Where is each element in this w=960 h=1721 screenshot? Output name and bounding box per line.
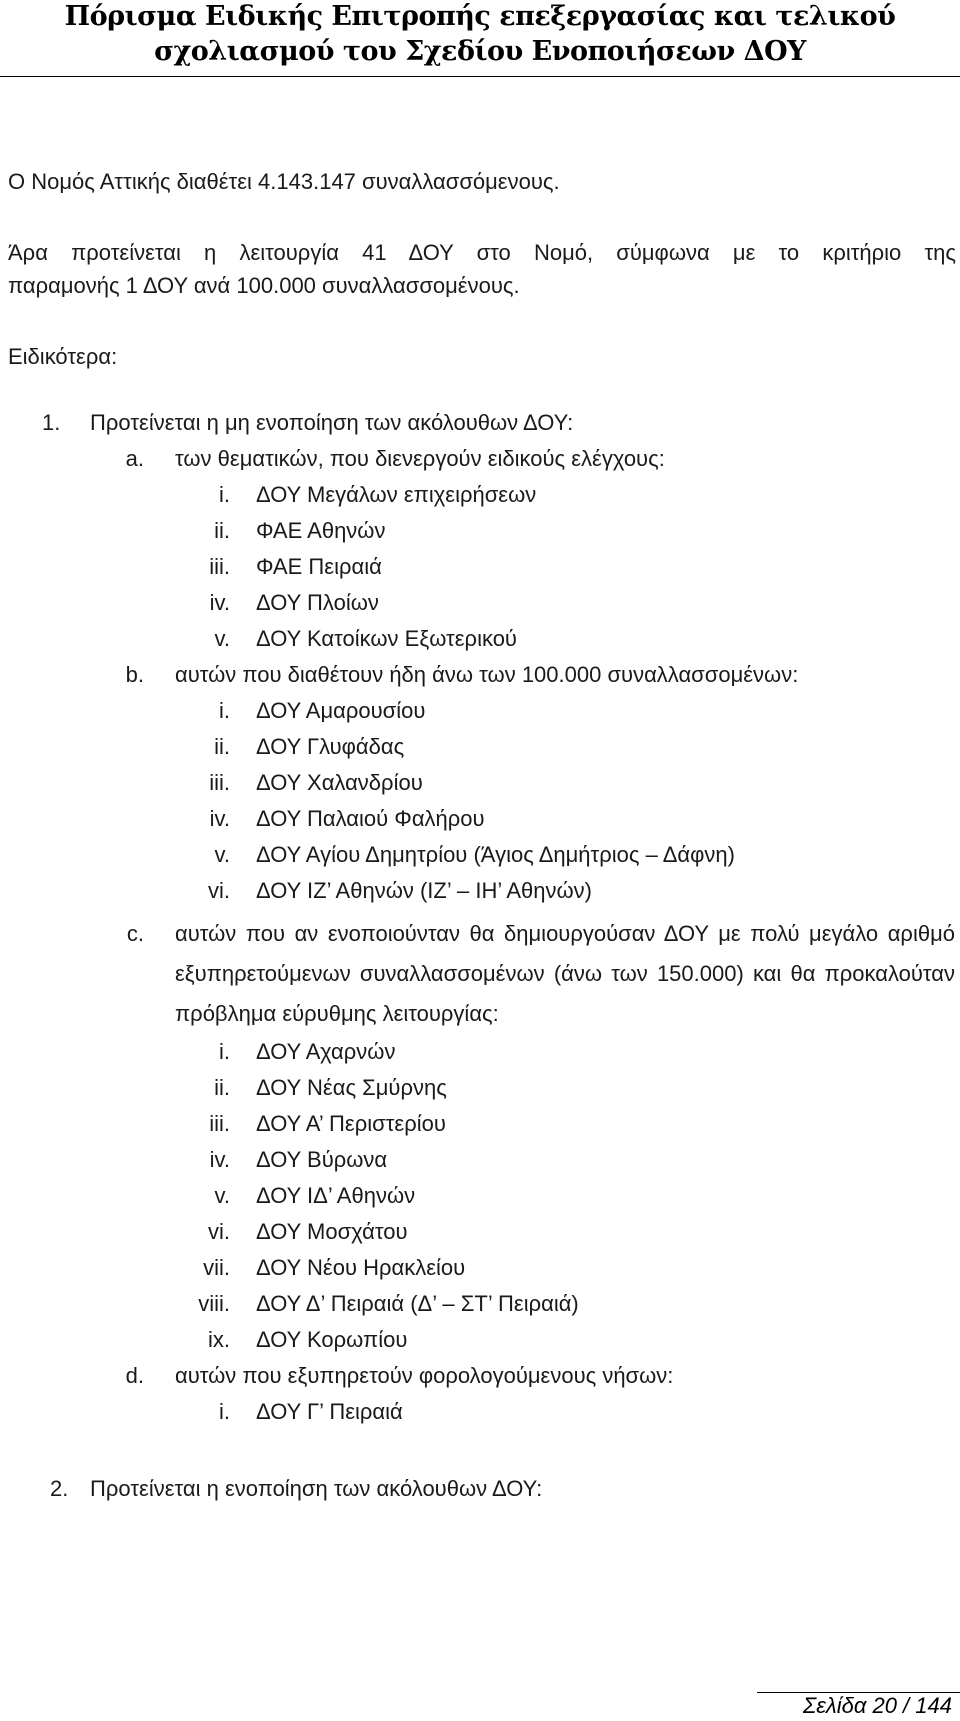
- list-item: [0, 514, 960, 548]
- list-item-text: ΔΟΥ Χαλανδρίου: [256, 770, 423, 795]
- list-item-text: ΦΑΕ Αθηνών: [256, 518, 386, 543]
- list-item: [0, 694, 960, 728]
- list-marker: vi.: [208, 1219, 230, 1244]
- list-item: [0, 802, 960, 836]
- list-item-text: ΔΟΥ Πλοίων: [256, 590, 379, 615]
- sublist-item-b: [0, 658, 960, 692]
- list-item-text: αυτών που διαθέτουν ήδη άνω των 100.000 συναλλασσομένων:: [175, 662, 799, 687]
- list-marker: iv.: [209, 590, 230, 615]
- list-item-text: ΔΟΥ Α’ Περιστερίου: [256, 1111, 446, 1136]
- list-item-2: [0, 1472, 960, 1506]
- list-marker: v.: [214, 626, 230, 651]
- list-marker: i.: [219, 698, 230, 723]
- list-marker: ii.: [214, 734, 230, 759]
- list-item-text: ΔΟΥ Μοσχάτου: [256, 1219, 408, 1244]
- list-item: [0, 622, 960, 656]
- intro-paragraph-2-line-2: παραμονής 1 ΔΟΥ ανά 100.000 συναλλασσομένους.: [8, 273, 520, 298]
- sublist-item-c-text: αυτών που αν ενοποιούνταν θα δημιουργούσαν ΔΟΥ με πολύ μεγάλο αριθμό εξυπηρετούμενων συναλλασσομένων (άνω των 150.000) και θα προκαλούταν πρόβλημα εύρυθμης λειτουργίας:: [175, 921, 955, 1026]
- list-item-text: ΔΟΥ Αγίου Δημητρίου (Άγιος Δημήτριος – Δάφνη): [256, 842, 735, 867]
- list-item: [0, 1323, 960, 1357]
- list-marker: ii.: [214, 518, 230, 543]
- header-title-line-1: Πόρισμα Ειδικής Επιτροπής επεξεργασίας και τελικού: [64, 1, 896, 32]
- list-marker: ii.: [214, 1075, 230, 1100]
- list-marker: iii.: [209, 770, 230, 795]
- list-item-text: ΔΟΥ Κατοίκων Εξωτερικού: [256, 626, 517, 651]
- list-item: [0, 1287, 960, 1321]
- list-marker: vi.: [208, 878, 230, 903]
- list-marker: v.: [214, 1183, 230, 1208]
- list-marker: vii.: [203, 1255, 230, 1280]
- list-item-text: ΔΟΥ Κορωπίου: [256, 1327, 408, 1352]
- list-marker: iii.: [209, 1111, 230, 1136]
- list-item: [0, 874, 960, 908]
- list-item-text: ΔΟΥ Βύρωνα: [256, 1147, 388, 1172]
- list-item: [0, 1179, 960, 1213]
- list-item-text: Προτείνεται η μη ενοποίηση των ακόλουθων ΔΟΥ:: [90, 410, 574, 435]
- list-item-text: ΔΟΥ Παλαιού Φαλήρου: [256, 806, 485, 831]
- list-item: [0, 838, 960, 872]
- list-marker: iii.: [209, 554, 230, 579]
- list-marker: i.: [219, 482, 230, 507]
- list-item-text: ΔΟΥ Γ’ Πειραιά: [256, 1399, 403, 1424]
- list-item-text: των θεματικών, που διενεργούν ειδικούς ελέγχους:: [175, 446, 665, 471]
- list-item-text: ΔΟΥ Δ’ Πειραιά (Δ’ – ΣΤ’ Πειραιά): [256, 1291, 579, 1316]
- list-item-text: ΔΟΥ Νέου Ηρακλείου: [256, 1255, 466, 1280]
- page-number: Σελίδα 20 / 144: [803, 1693, 952, 1718]
- list-item: [0, 730, 960, 764]
- header-title-line-2: σχολιασμού του Σχεδίου Ενοποιήσεων ΔΟΥ: [154, 36, 806, 67]
- list-marker: v.: [214, 842, 230, 867]
- list-item: [0, 550, 960, 584]
- list-item: [0, 1071, 960, 1105]
- list-item-text: ΦΑΕ Πειραιά: [256, 554, 382, 579]
- list-item-text: ΔΟΥ Αμαρουσίου: [256, 698, 426, 723]
- list-marker: viii.: [198, 1291, 230, 1316]
- list-item: [0, 478, 960, 512]
- list-marker: b.: [125, 662, 144, 687]
- sublist-item-d: [0, 1359, 960, 1393]
- list-item: [0, 1251, 960, 1285]
- list-marker: a.: [125, 446, 144, 471]
- list-item-text: αυτών που εξυπηρετούν φορολογούμενους νήσων:: [175, 1363, 674, 1388]
- intro-paragraph-2-line-1: Άρα προτείνεται η λειτουργία 41 ΔΟΥ στο Νομό, σύμφωνα με το κριτήριο της: [8, 240, 956, 265]
- list-marker: c.: [126, 921, 144, 946]
- list-marker: 1.: [42, 410, 61, 435]
- list-marker: iv.: [209, 1147, 230, 1172]
- intro-paragraph-3: Ειδικότερα:: [8, 344, 118, 369]
- list-marker: i.: [219, 1039, 230, 1064]
- list-marker: i.: [219, 1399, 230, 1424]
- list-marker: ix.: [208, 1327, 230, 1352]
- page-header: [0, 0, 960, 77]
- list-marker: d.: [125, 1363, 144, 1388]
- list-item: [0, 1035, 960, 1069]
- list-item-text: ΔΟΥ Μεγάλων επιχειρήσεων: [256, 482, 537, 507]
- list-item: [0, 1215, 960, 1249]
- list-item: [0, 1143, 960, 1177]
- list-item: [0, 586, 960, 620]
- list-item: [0, 1395, 960, 1429]
- sublist-item-a: [0, 442, 960, 476]
- intro-paragraph-1: Ο Νομός Αττικής διαθέτει 4.143.147 συναλλασσόμενους.: [8, 169, 560, 194]
- list-item-text: ΔΟΥ ΙΔ’ Αθηνών: [256, 1183, 416, 1208]
- list-item: [0, 1107, 960, 1141]
- list-item-text: ΔΟΥ Νέας Σμύρνης: [256, 1075, 447, 1100]
- list-item-text: Προτείνεται η ενοποίηση των ακόλουθων ΔΟΥ:: [90, 1476, 543, 1501]
- list-item-text: ΔΟΥ ΙΖ’ Αθηνών (ΙΖ’ – ΙΗ’ Αθηνών): [256, 878, 593, 903]
- list-item-1: [0, 406, 960, 440]
- list-marker: iv.: [209, 806, 230, 831]
- list-item: [0, 766, 960, 800]
- list-item-text: ΔΟΥ Γλυφάδας: [256, 734, 405, 759]
- list-marker: 2.: [50, 1476, 69, 1501]
- list-item-text: ΔΟΥ Αχαρνών: [256, 1039, 396, 1064]
